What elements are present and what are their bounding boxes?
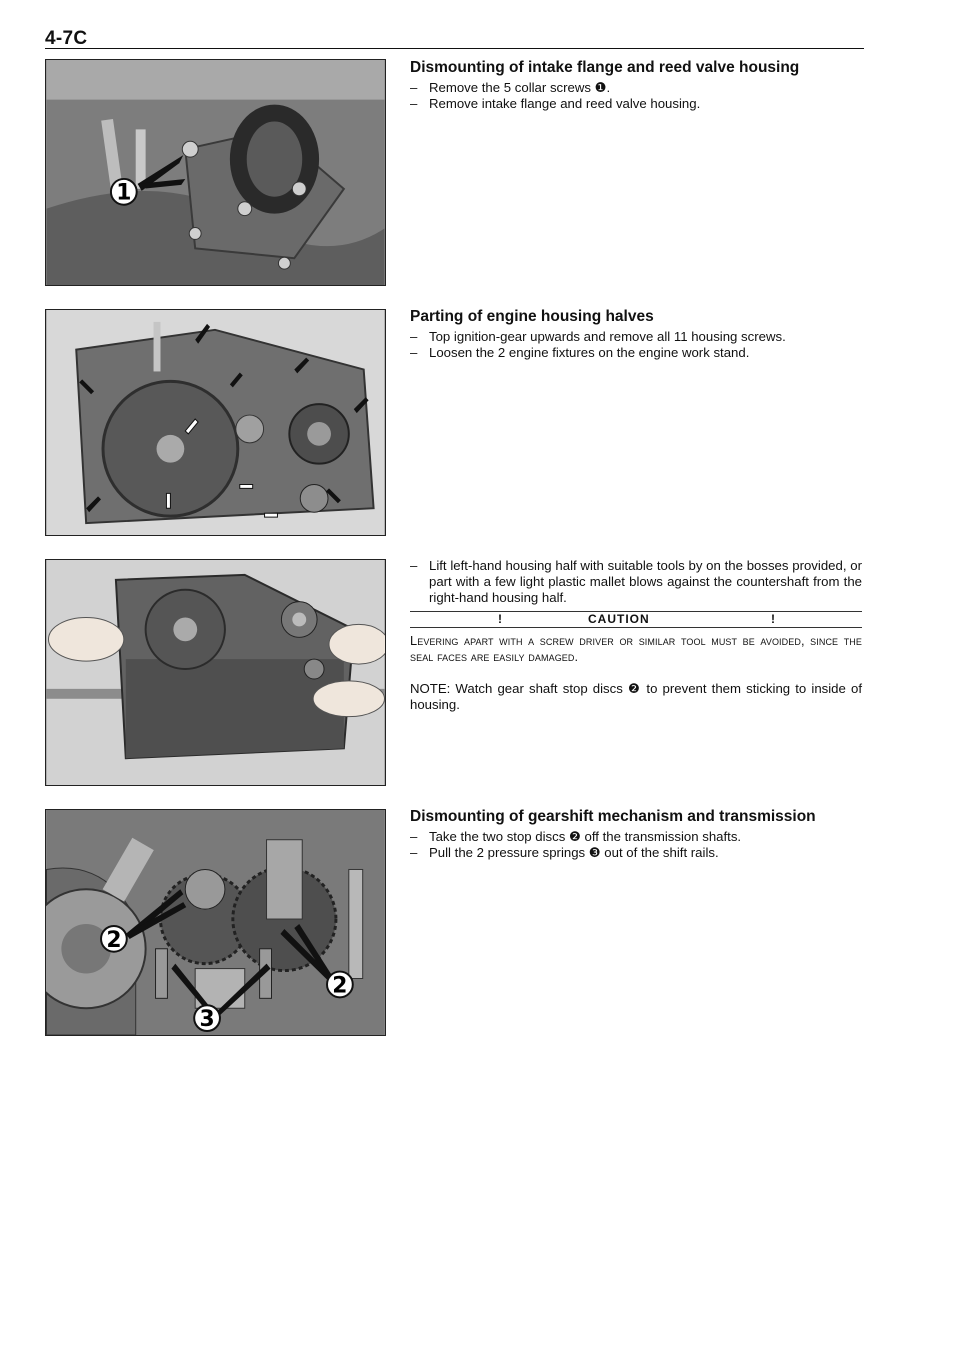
callout-label: 3 [199, 1007, 215, 1033]
section-title: Dismounting of intake flange and reed valve housing [410, 59, 800, 76]
step-item [410, 558, 862, 606]
step-text: Remove intake flange and reed valve housing. [429, 96, 701, 111]
step-item [410, 829, 862, 845]
photo-gearbox [45, 809, 386, 1036]
step-dash: – [410, 558, 418, 573]
step-text: Take the two stop discs ❷ off the transmission shafts. [429, 829, 742, 844]
photo-housing-screws [45, 309, 386, 536]
step-text: Remove the 5 collar screws ❶. [429, 80, 611, 95]
section-intake-flange [410, 59, 862, 112]
step-dash: – [410, 829, 418, 844]
section-housing-halves [410, 308, 862, 361]
step-text: Loosen the 2 engine fixtures on the engine work stand. [429, 345, 750, 360]
step-text: Lift left-hand housing half with suitable tools by on the bosses provided, or part with a few light plastic mallet blows against the countershaft from the right-hand housing half. [429, 558, 862, 605]
step-item [410, 80, 862, 96]
caution-banner [410, 611, 862, 628]
step-dash: – [410, 345, 418, 360]
gearbox-illustration [46, 810, 385, 1035]
photo-parting-halves [45, 559, 386, 786]
step-dash: – [410, 845, 418, 860]
step-text: Pull the 2 pressure springs ❸ out of the shift rails. [429, 845, 719, 860]
parting-halves-illustration [46, 560, 385, 785]
photo-intake-flange [45, 59, 386, 286]
caution-text: Levering apart with a screw driver or similar tool must be avoided, since the seal faces are easily damaged. [410, 633, 862, 664]
caution-mark-right: ! [771, 612, 775, 626]
callout-label: 1 [116, 180, 132, 206]
callout-label: 2 [332, 973, 348, 999]
caution-mark-left: ! [498, 612, 502, 626]
step-item [410, 345, 862, 361]
page-number: 4-7C [45, 28, 88, 49]
section-title: Dismounting of gearshift mechanism and transmission [410, 808, 816, 825]
section-gearshift [410, 808, 862, 861]
header-rule [45, 48, 864, 49]
section-lift-housing [410, 558, 862, 713]
step-text: Top ignition-gear upwards and remove all 11 housing screws. [429, 329, 786, 344]
step-dash: – [410, 80, 418, 95]
caution-label: CAUTION [588, 612, 650, 626]
callout-label: 2 [106, 927, 122, 953]
intake-flange-illustration [46, 60, 385, 285]
step-dash: – [410, 329, 418, 344]
step-item [410, 329, 862, 345]
note-text: NOTE: Watch gear shaft stop discs ❷ to prevent them sticking to inside of housing. [410, 681, 862, 712]
step-dash: – [410, 96, 418, 111]
step-item [410, 96, 862, 112]
section-title: Parting of engine housing halves [410, 308, 654, 325]
step-item [410, 845, 862, 861]
housing-screws-illustration [46, 310, 385, 535]
